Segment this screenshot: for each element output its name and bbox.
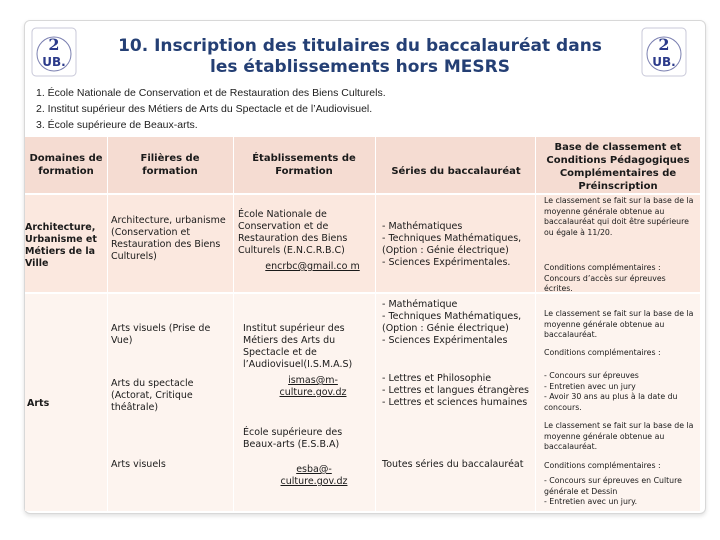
etablissement-encrbc: École Nationale de Conservation et de Restauration des Biens Culturels (E.N.C.R.B.C) xyxy=(238,209,348,256)
etablissement-esba: École supérieure des Beaux-arts (E.S.B.A) xyxy=(243,427,343,450)
filiere-architecture: Architecture, urbanisme (Conservation et Restauration des Biens Culturels) xyxy=(111,215,226,262)
domaine-architecture: Architecture, Urbanisme et Métiers de la Ville xyxy=(25,222,97,269)
university-logo-icon xyxy=(30,26,78,78)
email-link-ismas[interactable]: ismas@m-culture.gov.dz xyxy=(279,375,347,398)
row-divider xyxy=(25,193,700,195)
institution-item: 3. École supérieure de Beaux-arts. xyxy=(36,119,198,131)
etablissement-ismas: Institut supérieur des Métiers des Arts du Spectacle et de l’Audiovisuel(I.S.M.A.S) xyxy=(243,323,353,370)
email-link-encrbc[interactable]: encrbc@gmail.co m xyxy=(265,261,360,272)
header-series: Séries du baccalauréat xyxy=(391,166,521,177)
header-domaines: Domaines de formation xyxy=(29,153,103,177)
institution-item: 1. École Nationale de Conservation et de Restauration des Biens Culturels. xyxy=(36,87,386,99)
title-line-2: les établissements hors MESRS xyxy=(210,57,510,77)
university-logo-right xyxy=(640,26,688,78)
conditions-arts-1-label: Conditions complémentaires : xyxy=(544,348,661,357)
header-base: Base de classement et Conditions Pédagogiques Complémentaires de Préinscription xyxy=(546,142,690,192)
admission-table xyxy=(25,137,700,512)
email-link-esba[interactable]: esba@-culture.gov.dz xyxy=(280,464,348,487)
conditions-arts-1-detail: - Concours sur épreuves - Entretien avec un jury - Avoir 30 ans au plus à la date du concours. xyxy=(544,371,678,412)
page-title xyxy=(84,36,636,78)
base-arts-1: Le classement se fait sur la base de la moyenne générale obtenue au baccalauréat. xyxy=(544,309,694,339)
filiere-arts-visuels-prise-de-vue: Arts visuels (Prise de Vue) xyxy=(111,323,211,346)
series-arts-3: Toutes séries du baccalauréat xyxy=(382,459,524,470)
base-arts-2: Le classement se fait sur la base de la moyenne générale obtenue au baccalauréat. xyxy=(544,421,694,451)
title-line-1: 10. Inscription des titulaires du baccalauréat dans xyxy=(118,36,602,56)
series-architecture: - Mathématiques - Techniques Mathématiques, (Option : Génie électrique) - Sciences Expérimentales. xyxy=(382,221,522,268)
filiere-arts-visuels: Arts visuels xyxy=(111,459,166,470)
institution-item: 2. Institut supérieur des Métiers de Arts du Spectacle et de l’Audiovisuel. xyxy=(36,103,373,115)
svg-text:UB.: UB. xyxy=(652,55,676,69)
conditions-arts-2-label: Conditions complémentaires : xyxy=(544,461,661,470)
svg-text:UB.: UB. xyxy=(42,55,66,69)
domaine-arts: Arts xyxy=(27,398,50,409)
filiere-arts-du-spectacle: Arts du spectacle (Actorat, Critique théâtrale) xyxy=(111,378,194,413)
header-filieres: Filières de formation xyxy=(140,153,200,177)
conditions-arts-2-detail: - Concours sur épreuves en Culture générale et Dessin - Entretien avec un jury. xyxy=(544,476,682,506)
series-arts-1: - Mathématique - Techniques Mathématiques, (Option : Génie électrique) - Sciences Expérimentales xyxy=(382,299,522,346)
header-etablissements: Établissements de Formation xyxy=(252,153,356,177)
university-logo-left xyxy=(30,26,78,78)
series-arts-2: - Lettres et Philosophie - Lettres et langues étrangères - Lettres et sciences humaines xyxy=(382,373,529,408)
svg-text:2: 2 xyxy=(48,35,60,54)
svg-text:2: 2 xyxy=(658,35,670,54)
institution-list xyxy=(36,85,656,133)
base-architecture: Le classement se fait sur la base de la moyenne générale obtenue au baccalauréat qui doit être supérieure ou égale à 11/20. xyxy=(544,196,694,237)
conditions-architecture: Conditions complémentaires : Concours d’accès sur épreuves écrites. xyxy=(544,263,666,293)
university-logo-icon xyxy=(640,26,688,78)
